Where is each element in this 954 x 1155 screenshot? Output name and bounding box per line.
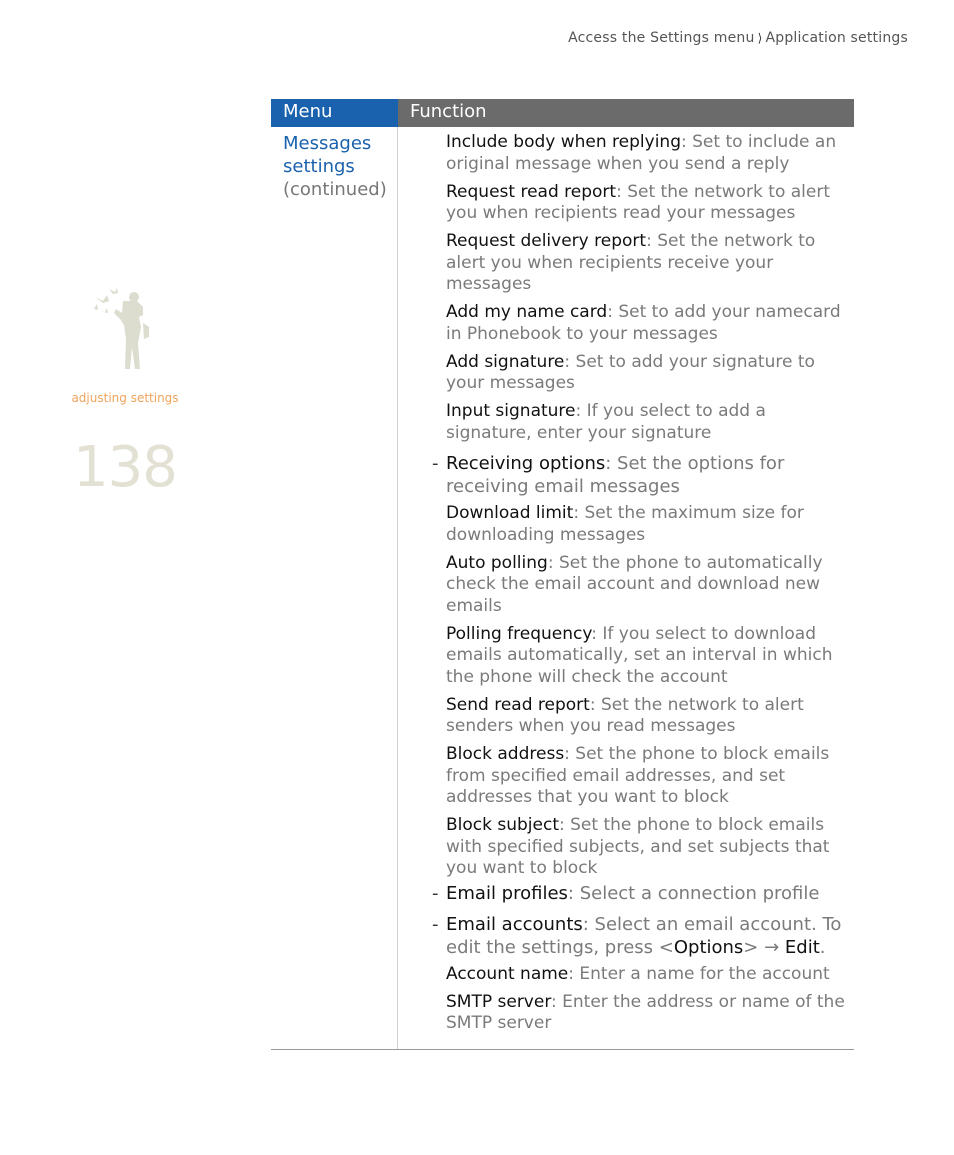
option-desc: : Set the network to alert you when recipients read your messages	[446, 181, 830, 223]
list-item	[398, 992, 854, 1035]
option-term: SMTP server	[446, 991, 552, 1012]
function-cell	[398, 127, 854, 1049]
option-desc-cont: > →	[743, 936, 785, 958]
option-term: Block address	[446, 744, 565, 764]
option-term: Email accounts	[446, 913, 583, 935]
header-menu: Menu	[271, 99, 398, 127]
page-number: 138	[73, 435, 177, 500]
header-function: Function	[398, 99, 854, 127]
dash-bullet: -	[432, 913, 439, 935]
list-item	[398, 744, 854, 809]
dash-bullet: -	[432, 453, 439, 474]
option-desc: : If you select to download emails automatically, set an interval in which the phone will check the account	[446, 623, 833, 687]
menu-name-line-1: Messages	[283, 133, 372, 154]
option-term: Receiving options	[446, 453, 606, 474]
settings-table	[271, 99, 854, 1050]
edit-key: Edit	[784, 936, 820, 958]
option-desc: : Set the phone to block emails with specified subjects, and set subjects that you want to block	[446, 815, 830, 878]
option-term: Account name	[446, 963, 569, 984]
option-desc: : Set the network to alert you when recipients receive your messages	[446, 231, 816, 294]
option-desc: : If you select to add a signature, enter your signature	[446, 401, 766, 443]
photographer-with-birds-icon	[85, 285, 165, 385]
chapter-sidebar	[60, 285, 190, 500]
table-body	[271, 127, 854, 1050]
list-item	[398, 401, 854, 444]
option-desc: : Enter the address or name of the SMTP server	[446, 991, 845, 1033]
list-item	[398, 231, 854, 296]
dash-bullet: -	[432, 882, 439, 904]
option-desc: : Set the phone to automatically check the email account and download new emails	[446, 552, 823, 616]
list-item	[398, 624, 854, 689]
option-term: Download limit	[446, 503, 574, 523]
menu-name-line-2: settings	[283, 156, 355, 177]
option-desc: : Set to include an original message when you send a reply	[446, 132, 837, 174]
option-term: Request delivery report	[446, 231, 647, 251]
option-desc: : Set the network to alert senders when you read messages	[446, 694, 804, 736]
option-term: Send read report	[446, 694, 590, 715]
breadcrumb-part-2: Application settings	[765, 30, 908, 46]
table-header	[271, 99, 854, 127]
menu-cell	[271, 127, 398, 1049]
menu-continued: (continued)	[283, 179, 387, 200]
option-term: Include body when replying	[446, 132, 681, 152]
breadcrumb-part-1: Access the Settings menu	[568, 30, 755, 46]
option-term: Block subject	[446, 815, 559, 835]
option-desc: : Set to add your namecard in Phonebook to your messages	[446, 302, 841, 344]
list-item	[398, 503, 854, 546]
list-item	[398, 913, 854, 959]
breadcrumb	[568, 30, 908, 46]
list-item	[398, 302, 854, 345]
option-desc: : Set to add your signature to your messages	[446, 351, 815, 393]
option-desc: : Set the phone to block emails from specified email addresses, and set addresses that you want to block	[446, 744, 830, 807]
option-term: Request read report	[446, 181, 617, 202]
option-term: Input signature	[446, 401, 576, 421]
option-term: Auto polling	[446, 552, 548, 573]
option-term: Add signature	[446, 351, 565, 372]
option-term: Email profiles	[446, 882, 568, 904]
list-item	[398, 964, 854, 986]
options-key: Options	[673, 936, 744, 958]
option-desc: : Select a connection profile	[567, 882, 820, 904]
option-desc: : Set the maximum size for downloading messages	[446, 503, 804, 545]
list-item	[398, 553, 854, 618]
option-desc: : Enter a name for the account	[568, 963, 830, 984]
list-item	[398, 452, 854, 498]
list-item	[398, 182, 854, 225]
list-item	[398, 695, 854, 738]
list-item	[398, 815, 854, 880]
option-desc: : Set the options for receiving email messages	[446, 453, 785, 497]
option-desc-end: .	[819, 936, 826, 958]
option-desc: : Select an email account. To edit the settings, press <	[446, 913, 842, 958]
option-term: Add my name card	[446, 302, 608, 322]
breadcrumb-separator: ⟩	[757, 31, 763, 45]
list-item	[398, 132, 854, 175]
list-item	[398, 352, 854, 395]
option-term: Polling frequency	[446, 623, 592, 644]
list-item	[398, 882, 854, 905]
chapter-label: adjusting settings	[71, 391, 179, 405]
